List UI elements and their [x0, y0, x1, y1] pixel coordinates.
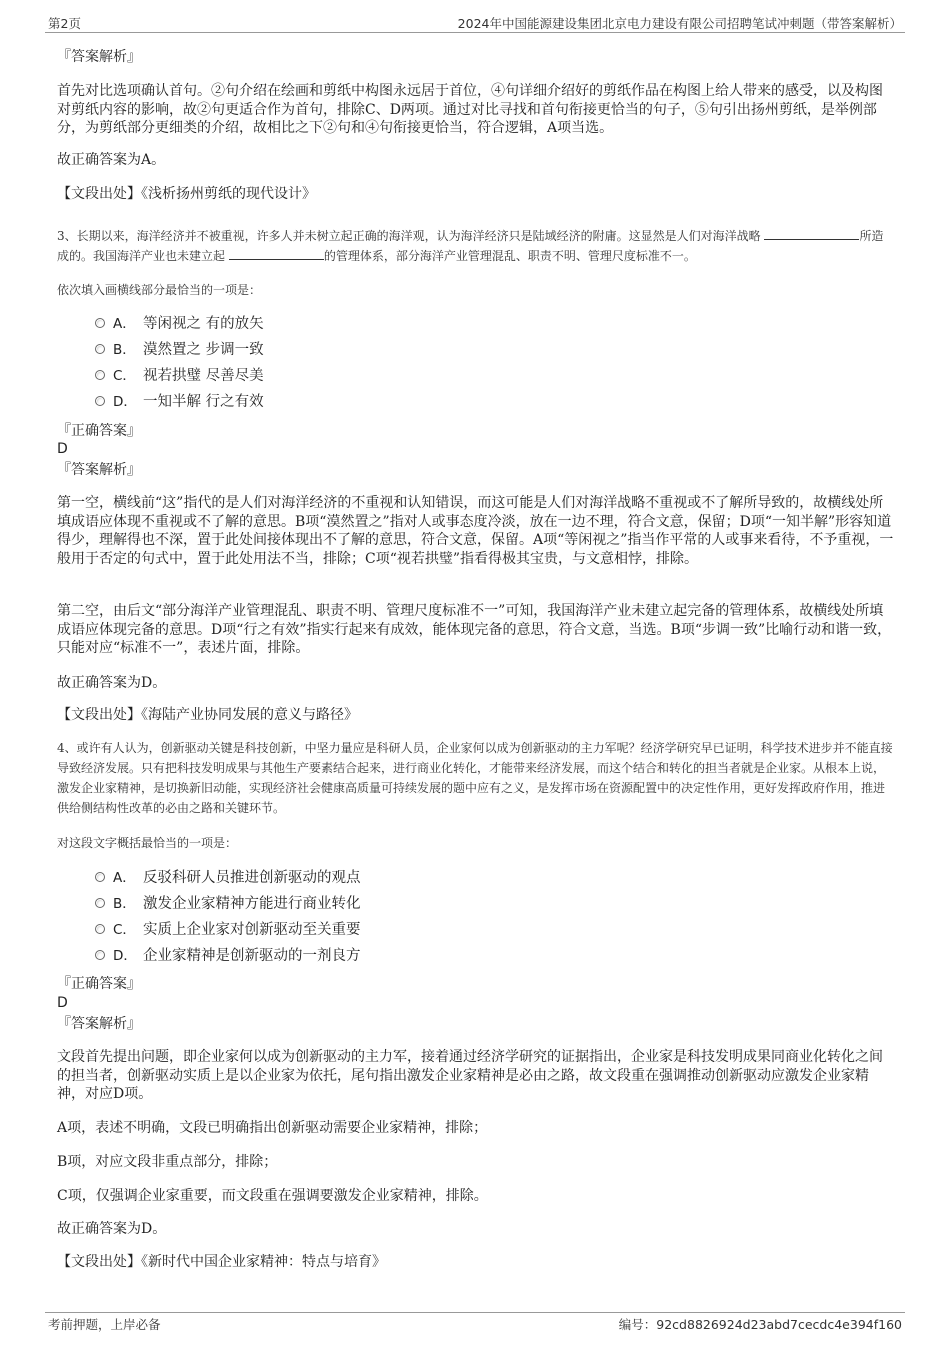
q4-options [95, 865, 495, 969]
q3-stem-part-2: 所造成的。我国海洋产业也未建立起 [57, 229, 884, 263]
radio-icon[interactable] [95, 950, 105, 960]
radio-icon[interactable] [95, 396, 105, 406]
q3-prompt: 依次填入画横线部分最恰当的一项是： [57, 283, 262, 297]
q3-option-b[interactable]: B． 漠然置之 步调一致 [95, 337, 495, 363]
q3-analysis-2: 第二空，由后文“部分海洋产业管理混乱、职责不明、管理尺度标准不一”可知，我国海洋产业未建立起完备的管理体系，故横线处所填成语应体现完备的意思。D项“行之有效”指实行起来有成效，能体现完备的意思，符合文意，当选。B项“步调一致”比喻行动和谐一致，只能对应“标准不一”，表述片面，排除。 [57, 603, 892, 656]
q4-analysis-main: 文段首先提出问题，即企业家何以成为创新驱动的主力军，接着通过经济学研究的证据指出，企业家是科技发明成果同商业化转化之间的担当者，创新驱动实质上是以企业家为依托，尾句指出激发企业家精神是必由之路，故文段重在强调推动创新驱动应激发企业家精神，对应D项。 [57, 1049, 883, 1102]
q3-answer-label: 『正确答案』 [57, 423, 141, 439]
q2-source: 【文段出处】《浅析扬州剪纸的现代设计》 [57, 186, 316, 202]
q3-conclusion: 故正确答案为D。 [57, 675, 167, 691]
footer-slogan: 考前押题，上岸必备 [48, 1317, 161, 1332]
radio-icon[interactable] [95, 318, 105, 328]
q4-conclusion: 故正确答案为D。 [57, 1221, 167, 1237]
page-footer [45, 1312, 905, 1335]
radio-icon[interactable] [95, 872, 105, 882]
q4-stem: 4、或许有人认为，创新驱动关键是科技创新，中坚力量应是科研人员，企业家何以成为创新驱动的主力军呢？经济学研究早已证明，科学技术进步并不能直接导致经济发展。只有把科技发明成果与其他生产要素结合起来，进行商业化转化，才能带来经济发展，而这个结合和转化的担当者就是企业家。从根本上说，激发企业家精神，是切换新旧动能，实现经济社会健康高质量可持续发展的题中应有之义，是发挥市场在资源配置中的决定性作用，更好发挥政府作用，推进供给侧结构性改革的必由之路和关键环节。 [57, 741, 893, 815]
q2-conclusion: 故正确答案为A。 [57, 152, 166, 168]
q4-source: 【文段出处】《新时代中国企业家精神：特点与培育》 [57, 1254, 386, 1270]
q3-answer: D [57, 441, 68, 457]
q3-stem [57, 226, 895, 266]
q4-prompt: 对这段文字概括最恰当的一项是： [57, 836, 238, 850]
q3-blank-2 [229, 247, 324, 260]
q3-blank-1 [764, 227, 859, 240]
q2-analysis-label: 『答案解析』 [57, 49, 141, 65]
page-header [45, 12, 905, 33]
radio-icon[interactable] [95, 924, 105, 934]
q3-option-c[interactable]: C． 视若拱璧 尽善尽美 [95, 363, 495, 389]
radio-icon[interactable] [95, 898, 105, 908]
q4-answer: D [57, 995, 68, 1011]
q3-stem-part-3: 的管理体系，部分海洋产业管理混乱、职责不明、管理尺度标准不一。 [323, 249, 696, 263]
q4-option-a[interactable]: A． 反驳科研人员推进创新驱动的观点 [95, 865, 495, 891]
q4-analysis-label: 『答案解析』 [57, 1016, 141, 1032]
q3-source: 【文段出处】《海陆产业协同发展的意义与路径》 [57, 707, 358, 723]
q4-option-c[interactable]: C． 实质上企业家对创新驱动至关重要 [95, 917, 495, 943]
q3-analysis-1: 第一空，横线前“这”指代的是人们对海洋经济的不重视和认知错误，而这可能是人们对海洋战略不重视或不了解所导致的，故横线处所填成语应体现不重视或不了解的意思。B项“漠然置之”指对人或事态度冷淡，放在一边不理，符合文意，保留；D项“一知半解”形容知道得少，理解得也不深，置于此处间接体现出不了解的意思，符合文意，保留。A项“等闲视之”指当作平常的人或事来看待，不予重视，一般用于否定的句式中，置于此处用法不当，排除；C项“视若拱璧”指看得极其宝贵，与文意相悖，排除。 [57, 495, 894, 567]
q3-analysis-label: 『答案解析』 [57, 462, 141, 478]
q4-option-d[interactable]: D． 企业家精神是创新驱动的一剂良方 [95, 943, 495, 969]
q4-analysis-c: C项，仅强调企业家重要，而文段重在强调要激发企业家精神，排除。 [57, 1188, 488, 1204]
page-number: 第2页 [48, 16, 81, 31]
q4-answer-label: 『正确答案』 [57, 976, 141, 992]
document-id: 编号：92cd8826924d23abd7cecdc4e394f160 [618, 1317, 902, 1332]
q4-analysis-a: A项，表述不明确，文段已明确指出创新驱动需要企业家精神，排除； [57, 1120, 488, 1136]
q3-options [95, 311, 495, 415]
q3-option-a[interactable]: A． 等闲视之 有的放矢 [95, 311, 495, 337]
document-title: 2024年中国能源建设集团北京电力建设有限公司招聘笔试冲刺题（带答案解析） [457, 16, 902, 31]
q3-stem-part-1: 3、长期以来，海洋经济并不被重视，许多人并未树立起正确的海洋观，认为海洋经济只是陆域经济的附庸。这显然是人们对海洋战略 [57, 229, 761, 243]
radio-icon[interactable] [95, 344, 105, 354]
q2-analysis-text: 首先对比选项确认首句。②句介绍在绘画和剪纸中构图永远居于首位，④句详细介绍好的剪纸作品在构图上给人带来的感受，以及构图对剪纸内容的影响，故②句更适合作为首句，排除C、D两项。通过对比寻找和首句衔接更恰当的句子，⑤句引出扬州剪纸，是举例部分，为剪纸部分更细类的介绍，故相比之下②句和④句衔接更恰当，符合逻辑，A项当选。 [57, 83, 883, 136]
q4-analysis-b: B项，对应文段非重点部分，排除； [57, 1154, 278, 1170]
q3-option-d[interactable]: D． 一知半解 行之有效 [95, 389, 495, 415]
radio-icon[interactable] [95, 370, 105, 380]
q4-option-b[interactable]: B． 激发企业家精神方能进行商业转化 [95, 891, 495, 917]
